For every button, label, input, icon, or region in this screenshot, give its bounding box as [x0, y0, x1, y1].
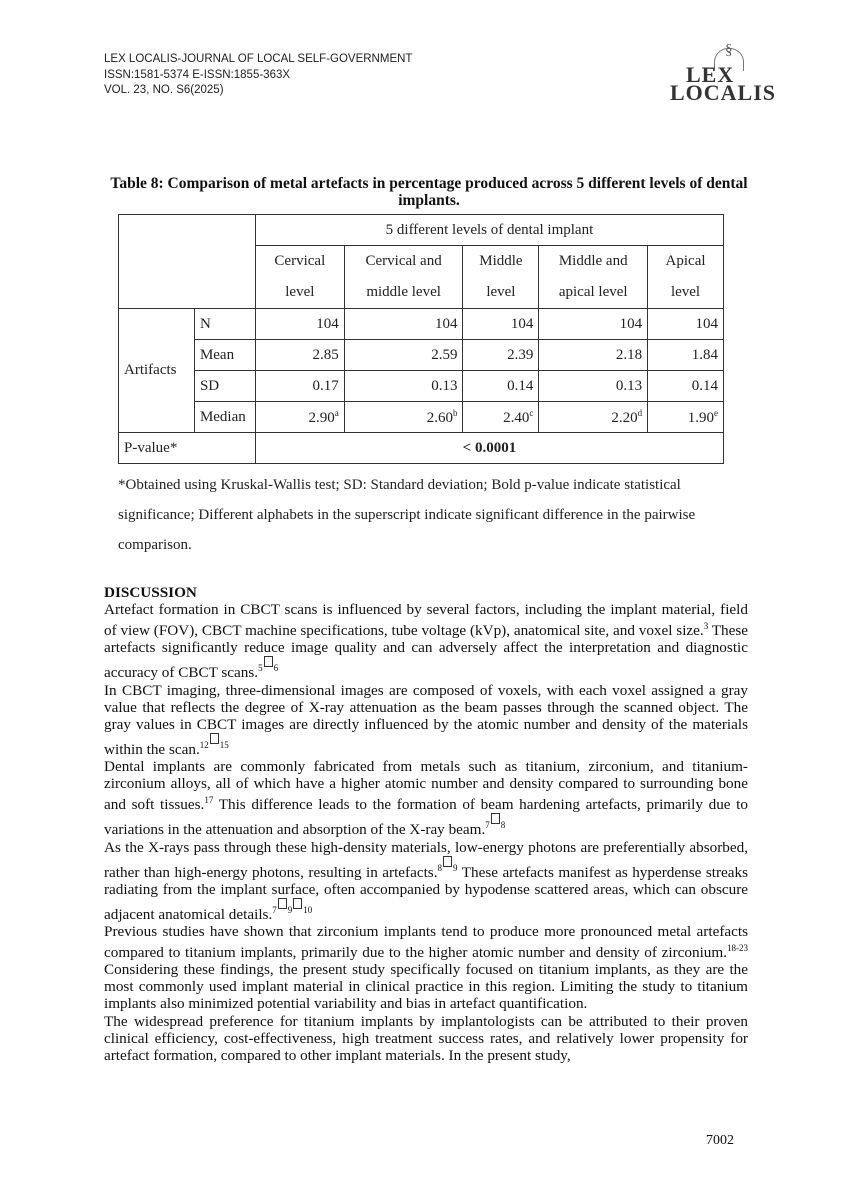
- ref: 12: [199, 739, 209, 750]
- table-cell: [648, 402, 724, 433]
- column-header: [648, 246, 724, 309]
- table-cell: 1.84: [648, 340, 724, 371]
- median-value: 2.20: [611, 409, 638, 426]
- superscript: a: [334, 407, 339, 418]
- table-row: [119, 309, 724, 340]
- table-cell: 104: [648, 309, 724, 340]
- text: These artefacts manifest as hyperdense streaks radiating from the implant surface, often accompanied by hypodense scattered areas, which can obscure adjacent anatomical details.: [104, 863, 749, 923]
- missing-glyph-icon: [264, 656, 273, 667]
- superscript: c: [529, 407, 534, 418]
- text: These artefacts significantly reduce image quality and can adversely affect the interpretation and diagnostic accuracy of CBCT scans.: [104, 622, 748, 682]
- table-cell: 104: [539, 309, 648, 340]
- journal-name: LEX LOCALIS-JOURNAL OF LOCAL SELF-GOVERNMENT: [104, 53, 413, 65]
- table-cell: 0.13: [539, 371, 648, 402]
- ref: 9: [453, 862, 458, 873]
- table-footnote: *Obtained using Kruskal-Wallis test; SD: Standard deviation; Bold p-value indicate statistical significance; Different alphabets in the superscript indicate significant difference in the pairwise comparison.: [118, 477, 696, 553]
- table-cell: [463, 402, 539, 433]
- empty-corner-cell: [119, 215, 256, 309]
- ref: 8: [500, 820, 506, 831]
- median-value: 2.60: [426, 409, 453, 426]
- paragraph: [104, 839, 748, 924]
- group-header: 5 different levels of dental implant: [255, 215, 723, 246]
- text: Artefact formation in CBCT scans is influenced by several factors, including the implant material, field of view (FOV), CBCT machine specifications, tube voltage (kVp), anatomical site, and voxel size.: [104, 601, 748, 640]
- column-header: [463, 246, 539, 309]
- logo-line-2: LOCALIS: [670, 80, 777, 105]
- citation: 3: [703, 621, 709, 632]
- lex-localis-logo: [664, 42, 777, 112]
- table-cell: [539, 402, 648, 433]
- table-header-row: [119, 215, 724, 246]
- section-heading: DISCUSSION: [104, 584, 197, 601]
- ref: 7: [485, 820, 490, 831]
- citation: 17: [204, 795, 214, 806]
- col-label: level: [670, 284, 701, 300]
- ref: 6: [273, 663, 279, 674]
- table-cell: 0.14: [463, 371, 539, 402]
- col-label: Cervical and: [365, 253, 442, 269]
- table-cell: 2.18: [539, 340, 648, 371]
- column-header: [344, 246, 463, 309]
- paragraph: The widespread preference for titanium implants by implantologists can be attributed to their proven clinical efficiency, cost-effectiveness, high treatment success rates, and relatively lower propensity for artefact formation, compared to other implant materials. In the present study,: [104, 1012, 748, 1064]
- text: Considering these findings, the present study specifically focused on titanium implants, as they are the most commonly used implant material in clinical practice in this region. Limiting the study to titanium implants also minimized potential variability and bias in artefact quantification.: [104, 961, 748, 1013]
- running-header: [104, 52, 412, 99]
- text: In CBCT imaging, three-dimensional images are composed of voxels, with each voxel assigned a gray value that reflects the degree of X-ray attenuation as the beam passes through the scanned object. The gray values in CBCT images are directly influenced by the atomic number and density of the materials within the scan.: [104, 681, 748, 758]
- volume: VOL. 23, NO. S6(2025): [104, 84, 224, 96]
- ref: 9: [287, 904, 293, 915]
- missing-glyph-icon: [210, 733, 219, 744]
- citation: [485, 820, 505, 830]
- col-label: level: [486, 284, 516, 300]
- col-label: Cervical: [274, 253, 326, 269]
- missing-glyph-icon: [278, 898, 287, 909]
- median-value: 2.40: [503, 409, 530, 426]
- table-cell: 104: [255, 309, 344, 340]
- paragraph: [104, 601, 748, 682]
- text: As the X-rays pass through these high-density materials, low-energy photons are preferentially absorbed, rather than high-energy photons, resulting in artefacts.: [104, 838, 748, 881]
- table-row: [119, 402, 724, 433]
- column-header: [539, 246, 648, 309]
- row-label: N: [194, 309, 255, 340]
- logo-line-1: LEX: [686, 62, 735, 87]
- col-label: middle level: [366, 284, 441, 300]
- column-header: [255, 246, 344, 309]
- paragraph: [104, 923, 748, 1013]
- ref: 7: [272, 904, 277, 915]
- median-value: 2.90: [308, 409, 335, 426]
- pvalue-row: [119, 433, 724, 464]
- col-label: apical level: [558, 284, 628, 300]
- table-title: Table 8: Comparison of metal artefacts in percentage produced across 5 different levels of dental implants.: [110, 175, 748, 209]
- ref: 10: [303, 904, 313, 915]
- citation: [272, 905, 312, 915]
- text: This difference leads to the formation of beam hardening artefacts, primarily due to variations in the attenuation and absorption of the X-ray beam.: [104, 796, 749, 839]
- section-symbol-icon: §: [725, 42, 733, 58]
- results-table: [118, 214, 724, 464]
- citation: [200, 740, 229, 750]
- row-label: SD: [194, 371, 255, 402]
- table-cell: 0.14: [648, 371, 724, 402]
- table-cell: 0.13: [344, 371, 463, 402]
- table-cell: [344, 402, 463, 433]
- table-cell: 104: [344, 309, 463, 340]
- missing-glyph-icon: [443, 856, 452, 867]
- text: Previous studies have shown that zirconium implants tend to produce more pronounced metal artefacts compared to titanium implants, primarily due to the higher atomic number and density of zirconium.: [104, 923, 748, 962]
- missing-glyph-icon: [293, 898, 302, 909]
- citation: 18-23: [727, 943, 748, 954]
- table-cell: 2.39: [463, 340, 539, 371]
- table-cell: 104: [463, 309, 539, 340]
- median-value: 1.90: [687, 409, 714, 426]
- issn: ISSN:1581-5374 E-ISSN:1855-363X: [104, 68, 291, 81]
- superscript: e: [714, 407, 718, 418]
- row-label: Median: [194, 402, 255, 433]
- missing-glyph-icon: [491, 813, 500, 824]
- col-label: Middle and: [558, 253, 628, 269]
- table-row: [119, 371, 724, 402]
- superscript: d: [637, 407, 643, 418]
- pvalue: < 0.0001: [255, 433, 723, 464]
- row-group-label: Artifacts: [119, 309, 195, 433]
- col-label: level: [285, 284, 315, 300]
- ref: 8: [437, 862, 443, 873]
- paragraph: [104, 682, 748, 758]
- text: Dental implants are commonly fabricated from metals such as titanium, zirconium, and titanium-zirconium alloys, all of which have a higher atomic number and density compared to surrounding bone and soft tissues.: [104, 758, 748, 814]
- pvalue-label: P-value*: [119, 433, 256, 464]
- table-cell: 0.17: [255, 371, 344, 402]
- table-cell: 2.85: [255, 340, 344, 371]
- superscript: b: [452, 407, 458, 418]
- citation: [438, 863, 458, 873]
- discussion-section: [104, 584, 748, 1064]
- row-label: Mean: [194, 340, 255, 371]
- ref: 5: [258, 663, 263, 674]
- paragraph: [104, 758, 748, 839]
- table-row: [119, 340, 724, 371]
- table-cell: [255, 402, 344, 433]
- citation: [258, 663, 278, 673]
- col-label: Middle: [479, 253, 523, 269]
- table-cell: 2.59: [344, 340, 463, 371]
- page-number: 7002: [706, 1133, 734, 1148]
- col-label: Apical: [665, 253, 706, 269]
- ref: 15: [219, 739, 229, 750]
